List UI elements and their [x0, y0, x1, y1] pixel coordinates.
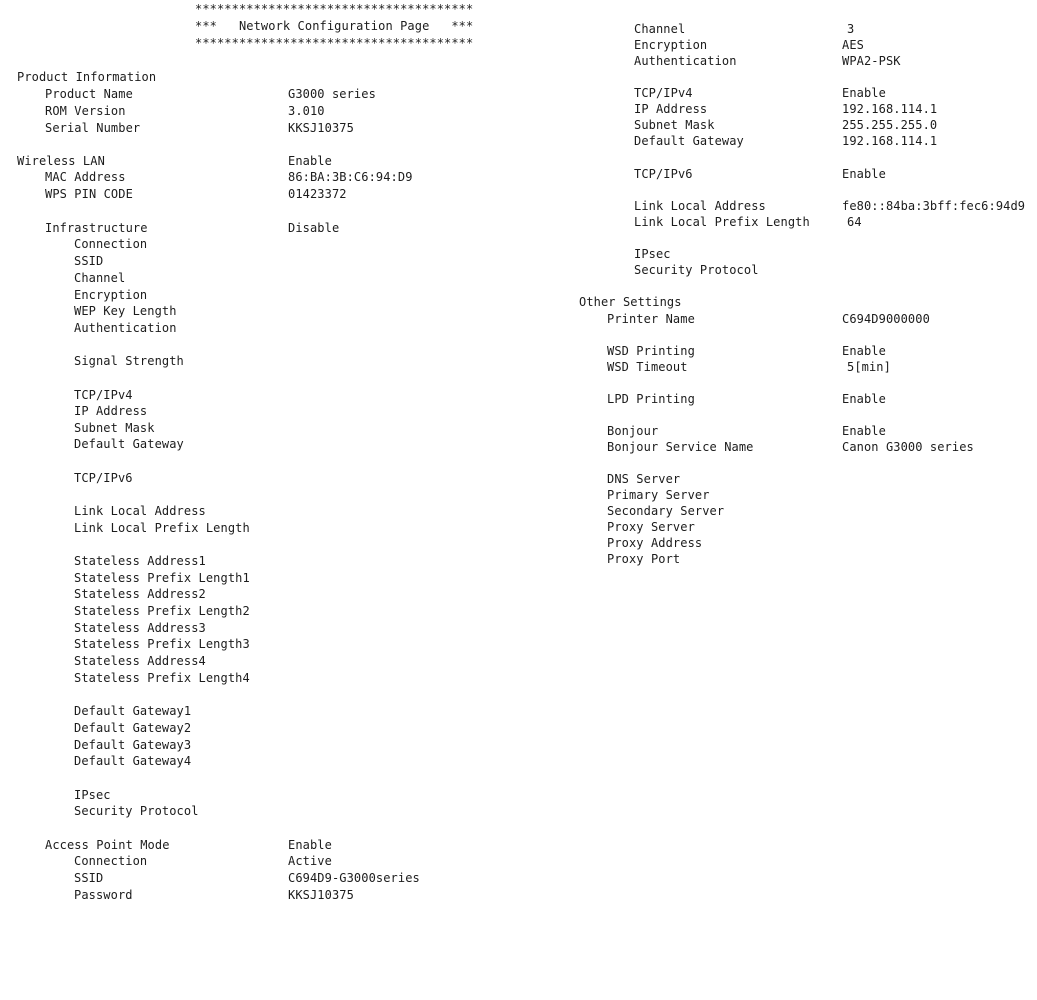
default-gateway1-label: Default Gateway1 — [74, 704, 192, 718]
bonjour-service-name-value: Canon G3000 series — [842, 440, 974, 454]
product-name-value: G3000 series — [288, 87, 376, 101]
ap-subnet-label: Subnet Mask — [634, 118, 715, 132]
infra-channel-label: Channel — [74, 271, 126, 285]
ap-tcpipv6-label: TCP/IPv6 — [634, 167, 693, 181]
ap-ssid-label: SSID — [74, 871, 104, 885]
stateless-prefix3-label: Stateless Prefix Length3 — [74, 637, 250, 651]
rom-version-value: 3.010 — [288, 104, 325, 118]
infra-encryption-label: Encryption — [74, 288, 148, 302]
ap-tcpipv6-value: Enable — [842, 167, 886, 181]
infra-tcpipv4-label: TCP/IPv4 — [74, 388, 133, 402]
wsd-printing-value: Enable — [842, 344, 886, 358]
serial-number-label: Serial Number — [45, 121, 141, 135]
infra-connection-label: Connection — [74, 237, 148, 251]
infrastructure-label: Infrastructure — [45, 221, 148, 235]
mac-address-value: 86:BA:3B:C6:94:D9 — [288, 170, 413, 184]
wps-pin-value: 01423372 — [288, 187, 347, 201]
proxy-port-label: Proxy Port — [607, 552, 681, 566]
default-gateway2-label: Default Gateway2 — [74, 721, 192, 735]
product-name-label: Product Name — [45, 87, 133, 101]
secondary-server-label: Secondary Server — [607, 504, 725, 518]
wireless-lan-value: Enable — [288, 154, 332, 168]
infrastructure-value: Disable — [288, 221, 340, 235]
stateless-prefix1-label: Stateless Prefix Length1 — [74, 571, 250, 585]
default-gateway4-label: Default Gateway4 — [74, 754, 192, 768]
default-gateway3-label: Default Gateway3 — [74, 738, 192, 752]
infra-ipsec-label: IPsec — [74, 788, 111, 802]
bonjour-label: Bonjour — [607, 424, 659, 438]
infra-ssid-label: SSID — [74, 254, 104, 268]
ap-ssid-value: C694D9-G3000series — [288, 871, 420, 885]
ap-link-local-prefix-value: 64 — [847, 215, 862, 229]
wsd-timeout-label: WSD Timeout — [607, 360, 688, 374]
ap-authentication-label: Authentication — [634, 54, 737, 68]
ap-tcpipv4-value: Enable — [842, 86, 886, 100]
wsd-printing-label: WSD Printing — [607, 344, 695, 358]
ap-authentication-value: WPA2-PSK — [842, 54, 901, 68]
rom-version-label: ROM Version — [45, 104, 126, 118]
ap-password-label: Password — [74, 888, 133, 902]
ap-link-local-address-label: Link Local Address — [634, 199, 766, 213]
infra-subnet-label: Subnet Mask — [74, 421, 155, 435]
lpd-printing-label: LPD Printing — [607, 392, 695, 406]
wireless-lan-heading: Wireless LAN — [17, 154, 105, 168]
ap-mode-value: Enable — [288, 838, 332, 852]
ap-ip-value: 192.168.114.1 — [842, 102, 938, 116]
proxy-server-label: Proxy Server — [607, 520, 695, 534]
product-section-heading: Product Information — [17, 70, 157, 84]
infra-ip-label: IP Address — [74, 404, 148, 418]
serial-number-value: KKSJ10375 — [288, 121, 354, 135]
ap-connection-label: Connection — [74, 854, 148, 868]
ap-channel-label: Channel — [634, 22, 686, 36]
infra-tcpipv6-label: TCP/IPv6 — [74, 471, 133, 485]
header-stars-top: ************************************** — [195, 2, 474, 16]
stateless-address3-label: Stateless Address3 — [74, 621, 206, 635]
primary-server-label: Primary Server — [607, 488, 710, 502]
dns-server-label: DNS Server — [607, 472, 681, 486]
ap-link-local-prefix-label: Link Local Prefix Length — [634, 215, 810, 229]
ap-connection-value: Active — [288, 854, 332, 868]
infra-signal-label: Signal Strength — [74, 354, 184, 368]
ap-security-protocol-label: Security Protocol — [634, 263, 759, 277]
printer-name-label: Printer Name — [607, 312, 695, 326]
ap-ipsec-label: IPsec — [634, 247, 671, 261]
infra-link-local-address-label: Link Local Address — [74, 504, 206, 518]
wps-pin-label: WPS PIN CODE — [45, 187, 133, 201]
other-settings-heading: Other Settings — [579, 295, 682, 309]
stateless-address4-label: Stateless Address4 — [74, 654, 206, 668]
bonjour-service-name-label: Bonjour Service Name — [607, 440, 754, 454]
proxy-address-label: Proxy Address — [607, 536, 703, 550]
ap-encryption-value: AES — [842, 38, 864, 52]
stateless-address2-label: Stateless Address2 — [74, 587, 206, 601]
ap-gateway-value: 192.168.114.1 — [842, 134, 938, 148]
infra-authentication-label: Authentication — [74, 321, 177, 335]
ap-gateway-label: Default Gateway — [634, 134, 744, 148]
ap-encryption-label: Encryption — [634, 38, 708, 52]
ap-password-value: KKSJ10375 — [288, 888, 354, 902]
infra-link-local-prefix-label: Link Local Prefix Length — [74, 521, 250, 535]
stateless-prefix4-label: Stateless Prefix Length4 — [74, 671, 250, 685]
ap-mode-label: Access Point Mode — [45, 838, 170, 852]
wsd-timeout-value: 5[min] — [847, 360, 891, 374]
ap-subnet-value: 255.255.255.0 — [842, 118, 938, 132]
bonjour-value: Enable — [842, 424, 886, 438]
printer-name-value: C694D9000000 — [842, 312, 930, 326]
stateless-address1-label: Stateless Address1 — [74, 554, 206, 568]
header-stars-bottom: ************************************** — [195, 36, 474, 50]
page-title: *** Network Configuration Page *** — [195, 19, 474, 33]
stateless-prefix2-label: Stateless Prefix Length2 — [74, 604, 250, 618]
mac-address-label: MAC Address — [45, 170, 126, 184]
ap-link-local-address-value: fe80::84ba:3bff:fec6:94d9 — [842, 199, 1026, 213]
lpd-printing-value: Enable — [842, 392, 886, 406]
infra-security-protocol-label: Security Protocol — [74, 804, 199, 818]
infra-gateway-label: Default Gateway — [74, 437, 184, 451]
infra-wep-key-label: WEP Key Length — [74, 304, 177, 318]
ap-ip-label: IP Address — [634, 102, 708, 116]
ap-channel-value: 3 — [847, 22, 855, 36]
ap-tcpipv4-label: TCP/IPv4 — [634, 86, 693, 100]
